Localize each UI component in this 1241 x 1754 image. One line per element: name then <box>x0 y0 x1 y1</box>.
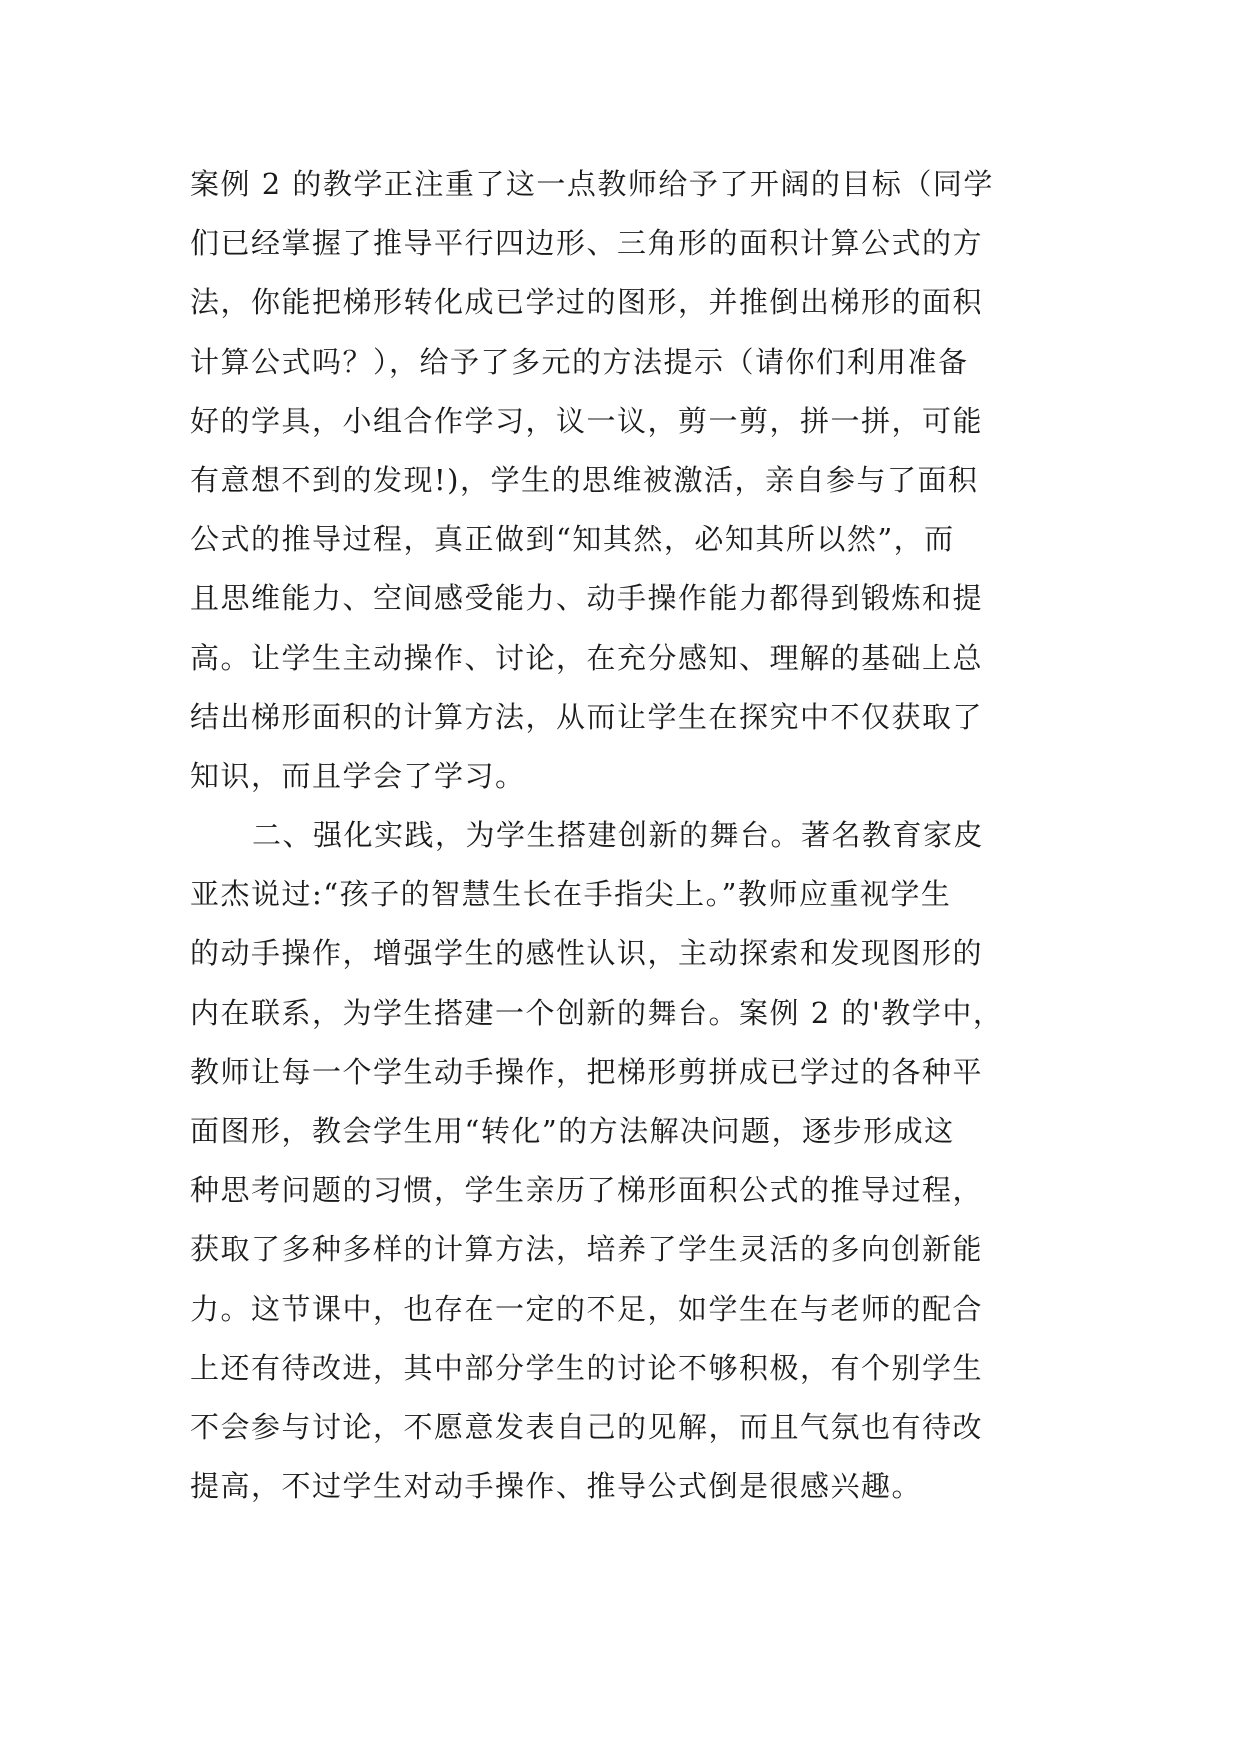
text-line: 结出梯形面积的计算方法，从而让学生在探究中不仅获取了 <box>190 699 984 734</box>
text-line: 不会参与讨论，不愿意发表自己的见解，而且气氛也有待改 <box>190 1409 984 1444</box>
text-line: 们已经掌握了推导平行四边形、三角形的面积计算公式的方 <box>190 226 984 261</box>
text-line: 内在联系，为学生搭建一个创新的舞台。案例 2 的'教学中， <box>190 995 1004 1030</box>
text-line: 法，你能把梯形转化成已学过的图形，并推倒出梯形的面积 <box>190 285 984 320</box>
text-line: 亚杰说过:“孩子的智慧生长在手指尖上。”教师应重视学生 <box>190 877 952 912</box>
text-line: 提高，不过学生对动手操作、推导公式倒是很感兴趣。 <box>190 1469 923 1504</box>
text-line: 计算公式吗？），给予了多元的方法提示（请你们利用准备 <box>190 344 969 379</box>
text-line: 知识，而且学会了学习。 <box>190 758 526 793</box>
text-line: 上还有待改进，其中部分学生的讨论不够积极，有个别学生 <box>190 1350 984 1385</box>
body-text <box>190 155 1050 1516</box>
text-line: 且思维能力、空间感受能力、动手操作能力都得到锻炼和提 <box>190 581 984 616</box>
text-line: 的动手操作，增强学生的感性认识，主动探索和发现图形的 <box>190 936 984 971</box>
text-line: 种思考问题的习惯，学生亲历了梯形面积公式的推导过程， <box>190 1173 984 1208</box>
text-line: 好的学具，小组合作学习，议一议，剪一剪，拼一拼，可能 <box>190 403 984 438</box>
text-line: 获取了多种多样的计算方法，培养了学生灵活的多向创新能 <box>190 1232 984 1267</box>
paragraph-start-line: 二、强化实践，为学生搭建创新的舞台。著名教育家皮 <box>252 818 985 853</box>
text-line: 案例 2 的教学正注重了这一点教师给予了开阔的目标（同学 <box>190 167 994 201</box>
text-line: 面图形，教会学生用“转化”的方法解决问题，逐步形成这 <box>190 1114 955 1148</box>
text-line: 公式的推导过程，真正做到“知其然，必知其所以然”，而 <box>190 522 955 557</box>
text-line: 高。让学生主动操作、讨论，在充分感知、理解的基础上总 <box>190 640 984 675</box>
text-line: 有意想不到的发现!)，学生的思维被激活，亲自参与了面积 <box>190 462 979 497</box>
text-line: 教师让每一个学生动手操作，把梯形剪拼成已学过的各种平 <box>190 1054 984 1089</box>
text-line: 力。这节课中，也存在一定的不足，如学生在与老师的配合 <box>190 1291 984 1326</box>
